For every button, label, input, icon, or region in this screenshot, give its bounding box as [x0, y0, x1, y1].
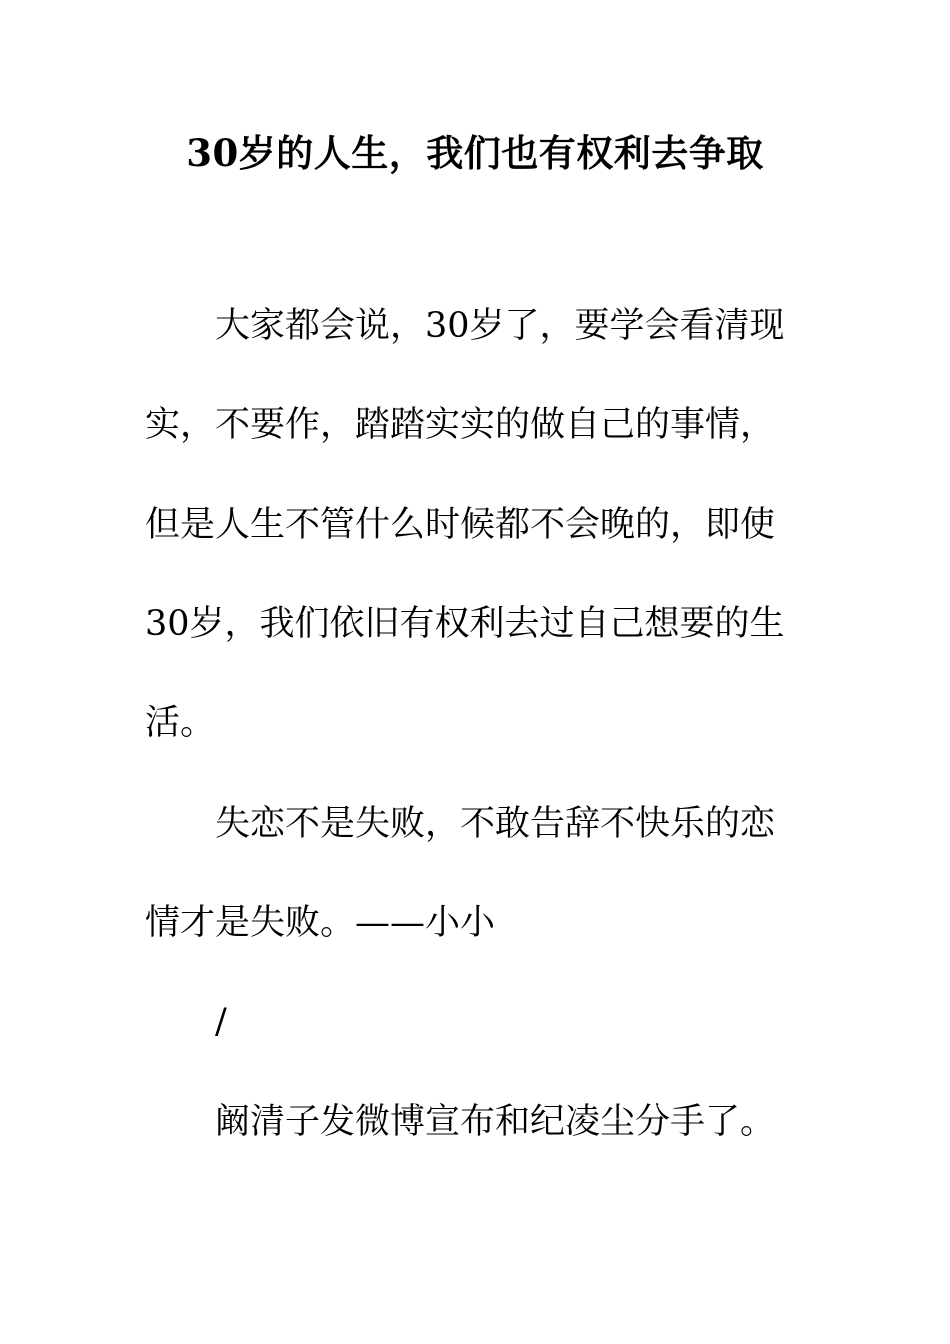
paragraph-line: 实，不要作，踏踏实实的做自己的事情，: [145, 405, 776, 445]
paragraph-line: 阚清子发微博宣布和纪凌尘分手了。: [215, 1102, 776, 1142]
paragraph-line: 活。: [145, 703, 216, 743]
paragraph-line: 但是人生不管什么时候都不会晚的，即使: [145, 505, 776, 545]
paragraph-line: 30岁，我们依旧有权利去过自己想要的生: [145, 604, 785, 644]
paragraph-line: 情才是失败。——小小: [145, 903, 496, 943]
paragraph-line: 大家都会说，30岁了，要学会看清现: [215, 306, 785, 346]
separator-slash: /: [215, 1002, 227, 1042]
document-title: 30岁的人生，我们也有权利去争取: [186, 131, 764, 175]
paragraph-line: 失恋不是失败，不敢告辞不快乐的恋: [215, 804, 776, 844]
